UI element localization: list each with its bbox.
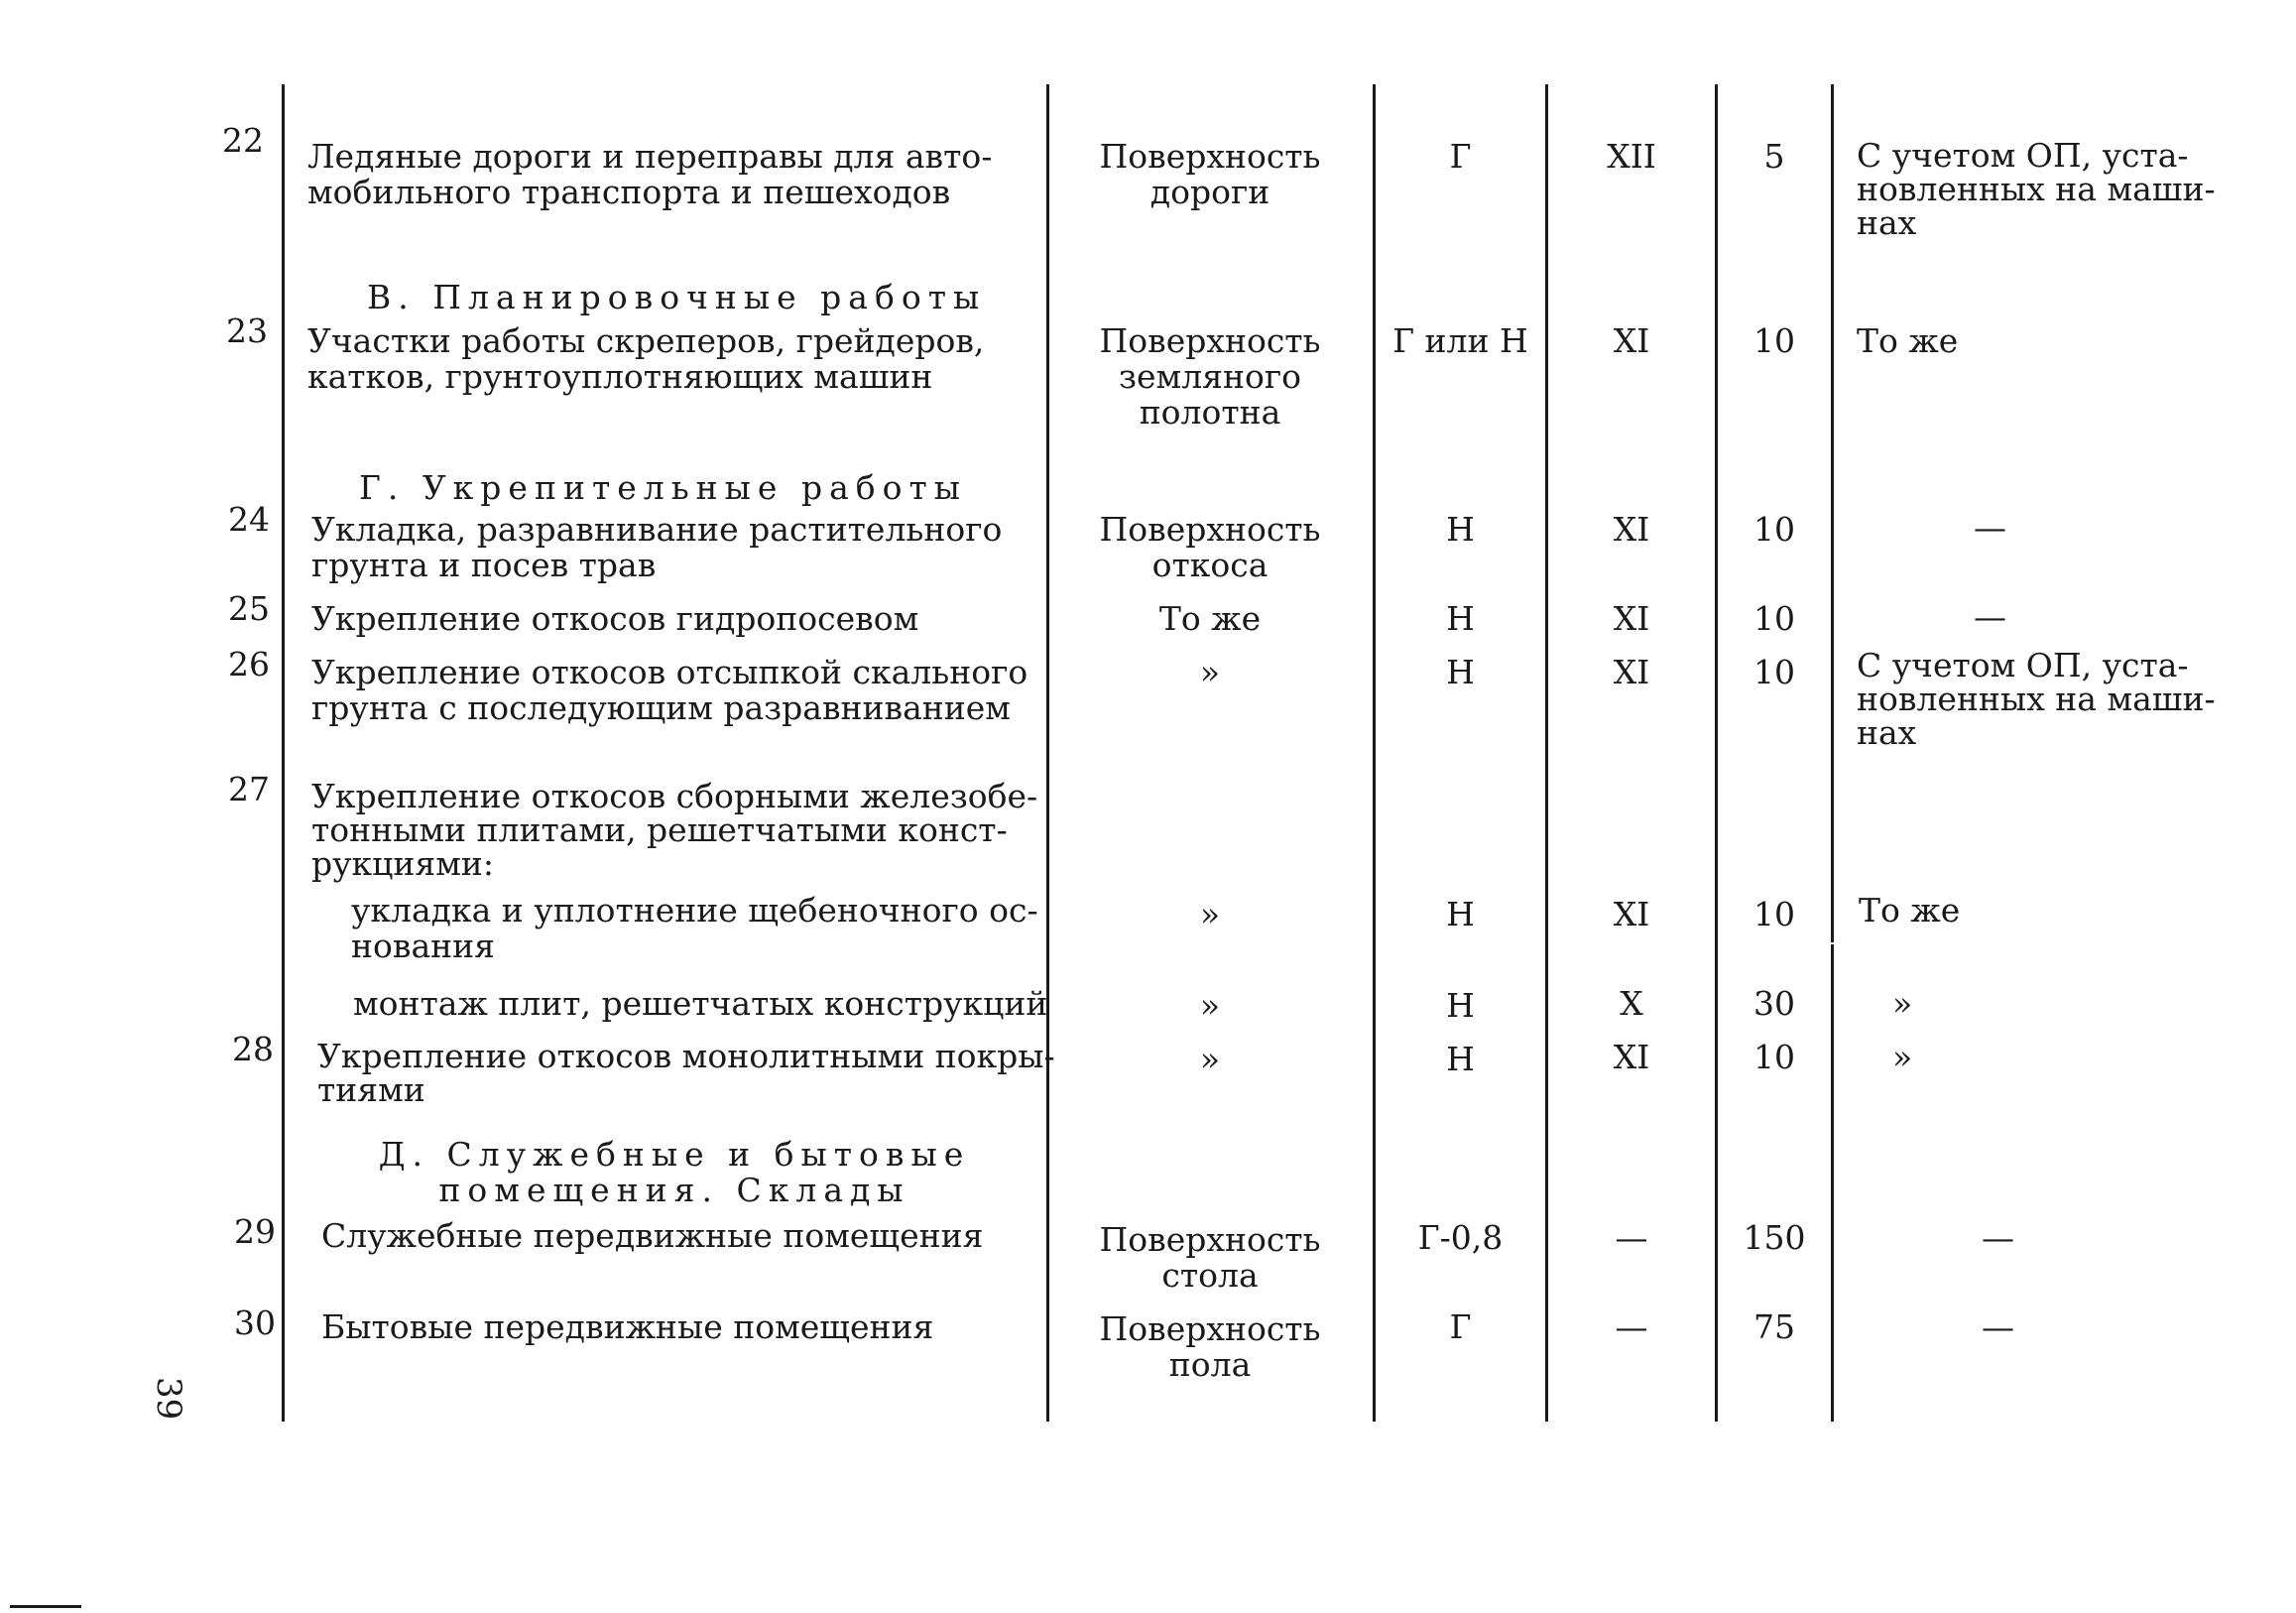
surface: Поверхность стола xyxy=(1099,1220,1321,1295)
row-number: 25 xyxy=(228,589,270,628)
note: С учетом ОП, уста- новленных на маши- нах xyxy=(1857,646,2216,752)
row-number: 24 xyxy=(228,500,270,539)
illuminance: 30 xyxy=(1753,984,1795,1023)
plane: Н xyxy=(1446,895,1475,933)
sub-work-name: укладка и уплотнение щебеночного ос- нования xyxy=(351,891,1038,965)
row-number: 30 xyxy=(234,1303,276,1342)
illuminance: 10 xyxy=(1753,653,1795,691)
sub-work-name: монтаж плит, решетчатых конструкций xyxy=(353,984,1048,1023)
note: — xyxy=(1982,1307,2014,1346)
column-rule-6b xyxy=(1831,944,1834,1422)
work-name: Участки работы скреперов, грейдеров, катков, грунтоуплотняющих машин xyxy=(307,321,985,396)
note: — xyxy=(1974,508,2006,547)
surface: Поверхность земляного полотна xyxy=(1099,321,1321,432)
column-rule-4 xyxy=(1545,84,1548,1422)
plane: Н xyxy=(1446,986,1475,1025)
illuminance: 10 xyxy=(1753,510,1795,549)
note: » xyxy=(1892,1038,1913,1076)
work-name: Укрепление откосов отсыпкой скального грунта с последующим разравниванием xyxy=(311,653,1028,727)
category: XI xyxy=(1613,599,1650,638)
column-rule-6 xyxy=(1831,84,1834,942)
category: XI xyxy=(1613,510,1650,549)
column-rule-5 xyxy=(1715,84,1718,1422)
work-name: Укрепление откосов гидропосевом xyxy=(311,599,919,638)
row-number: 22 xyxy=(222,121,264,160)
plane: Г-0,8 xyxy=(1417,1218,1504,1257)
plane: Н xyxy=(1446,653,1475,691)
surface: » xyxy=(1199,1040,1221,1078)
illuminance: 10 xyxy=(1753,895,1795,933)
illuminance: 75 xyxy=(1753,1307,1795,1346)
work-name: Служебные передвижные помещения xyxy=(321,1216,984,1255)
surface: Поверхность пола xyxy=(1099,1309,1321,1384)
plane: Н xyxy=(1446,510,1475,549)
work-name: Укрепление откосов сборными железобе- тонными плитами, решетчатыми конст- рукциями: xyxy=(311,777,1038,883)
plane: Г или Н xyxy=(1392,321,1528,360)
illuminance: 150 xyxy=(1743,1218,1806,1257)
row-number: 29 xyxy=(234,1212,276,1251)
work-name: Укладка, разравнивание растительного грунта и посев трав xyxy=(311,510,1003,584)
category: — xyxy=(1615,1307,1648,1346)
category: — xyxy=(1615,1218,1648,1257)
note: То же xyxy=(1857,321,1959,360)
category: XI xyxy=(1613,1038,1650,1076)
work-name: Бытовые передвижные помещения xyxy=(321,1307,934,1346)
plane: Г xyxy=(1449,1307,1472,1346)
section-heading: В. Планировочные работы xyxy=(367,278,987,316)
work-name: Укрепление откосов монолитными покры- тиями xyxy=(317,1037,1055,1109)
category: XII xyxy=(1607,137,1656,176)
surface: » xyxy=(1199,895,1221,933)
plane: Н xyxy=(1446,599,1475,638)
category: XI xyxy=(1613,895,1650,933)
surface: Поверхность дороги xyxy=(1099,137,1321,211)
row-number: 23 xyxy=(226,311,268,350)
surface: Поверхность откоса xyxy=(1099,510,1321,584)
illuminance: 10 xyxy=(1753,1038,1795,1076)
section-heading: Д. Служебные и бытовые помещения. Склады xyxy=(378,1135,971,1209)
column-rule-3 xyxy=(1373,84,1376,1422)
plane: Н xyxy=(1446,1040,1475,1078)
footer-rule xyxy=(10,1605,81,1608)
plane: Г xyxy=(1449,137,1472,176)
category: XI xyxy=(1613,653,1650,691)
surface: » xyxy=(1199,986,1221,1025)
category: XI xyxy=(1613,321,1650,360)
column-rule-1 xyxy=(282,84,285,1422)
row-number: 28 xyxy=(232,1030,274,1068)
surface: » xyxy=(1199,653,1221,691)
category: X xyxy=(1620,984,1643,1023)
work-name: Ледяные дороги и переправы для авто- мобильного транспорта и пешеходов xyxy=(307,137,993,211)
section-heading: Г. Укрепительные работы xyxy=(359,468,967,507)
note: » xyxy=(1892,984,1913,1023)
note: То же xyxy=(1859,891,1961,930)
illuminance: 10 xyxy=(1753,321,1795,360)
row-number: 26 xyxy=(228,645,270,683)
surface: То же xyxy=(1158,599,1262,638)
note: С учетом ОП, уста- новленных на маши- нах xyxy=(1857,136,2216,242)
note: — xyxy=(1982,1218,2014,1257)
row-number: 27 xyxy=(228,770,270,808)
column-rule-2 xyxy=(1046,84,1049,1422)
page-number: 39 xyxy=(149,1377,188,1421)
illuminance: 10 xyxy=(1753,599,1795,638)
note: — xyxy=(1974,597,2006,636)
illuminance: 5 xyxy=(1763,137,1785,176)
